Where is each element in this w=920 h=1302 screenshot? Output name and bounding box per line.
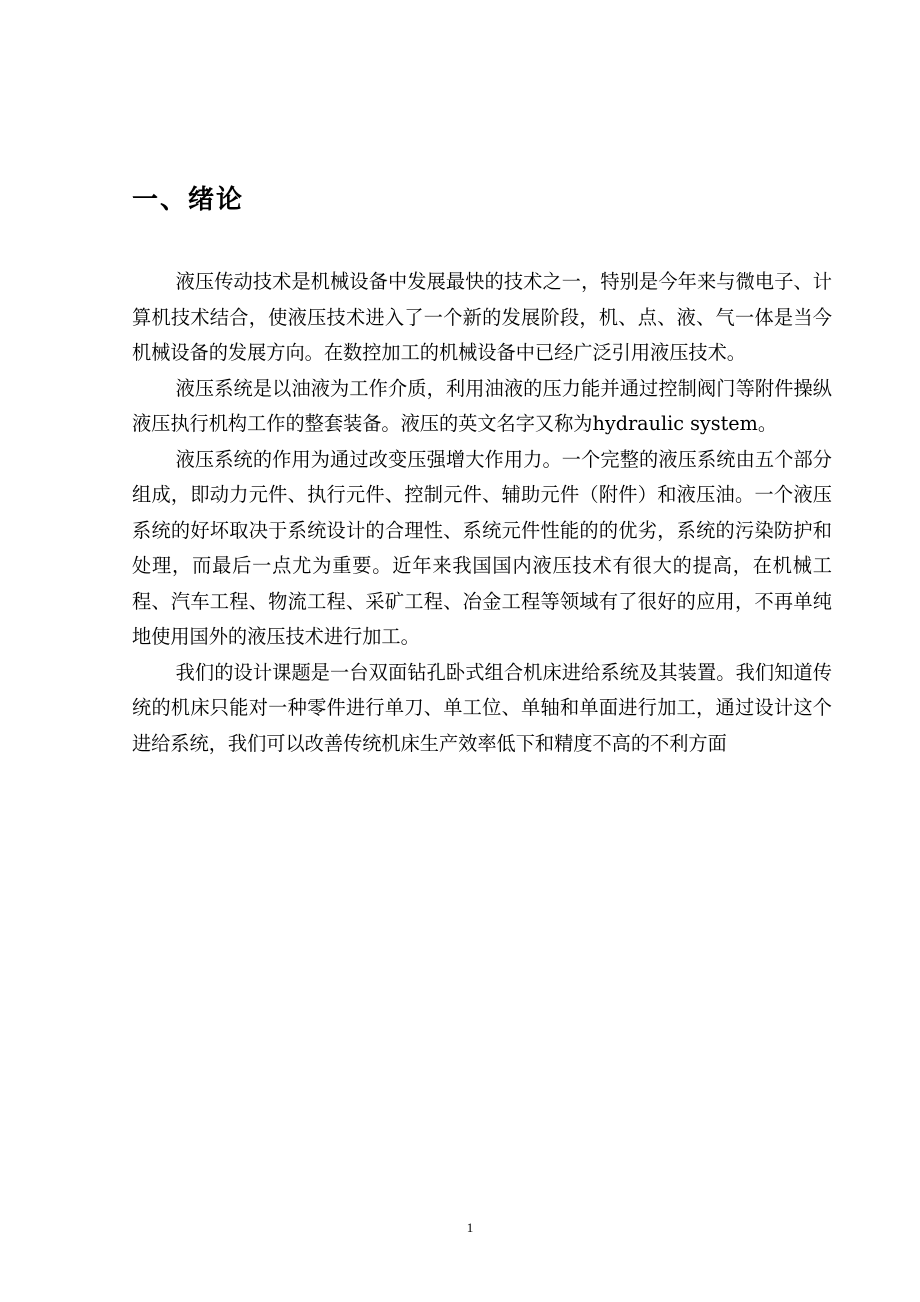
- body-text: [132, 264, 832, 761]
- paragraph-hydraulic-transmission-intro: 液压传动技术是机械设备中发展最快的技术之一，特别是今年来与微电子、计算机技术结合，使液压技术进入了一个新的发展阶段，机、点、液、气一体是当今机械设备的发展方向。在数控加工的机械设备中已经广泛引用液压技术。: [132, 270, 832, 364]
- paragraph-hydraulic-system-function: 液压系统的作用为通过改变压强增大作用力。一个完整的液压系统由五个部分组成，即动力元件、执行元件、控制元件、辅助元件（附件）和液压油。一个液压系统的好坏取决于系统设计的合理性、系统元件性能的的优劣，系统的污染防护和处理，而最后一点尤为重要。近年来我国国内液压技术有很大的提高，在机械工程、汽车工程、物流工程、采矿工程、冶金工程等领域有了很好的应用，不再单纯地使用国外的液压技术进行加工。: [132, 447, 832, 648]
- page-number: 1: [466, 1220, 474, 1235]
- chapter-title: 一、绪论: [132, 185, 245, 215]
- paragraph-hydraulic-system-definition: 液压系统是以油液为工作介质，利用油液的压力能并通过控制阀门等附件操纵液压执行机构工作的整套装备。液压的英文名字又称为hydraulic system。: [132, 376, 832, 435]
- paragraph-design-topic: 我们的设计课题是一台双面钻孔卧式组合机床进给系统及其装置。我们知道传统的机床只能对一种零件进行单刀、单工位、单轴和单面进行加工，通过设计这个进给系统，我们可以改善传统机床生产效率低下和精度不高的不利方面: [132, 660, 832, 755]
